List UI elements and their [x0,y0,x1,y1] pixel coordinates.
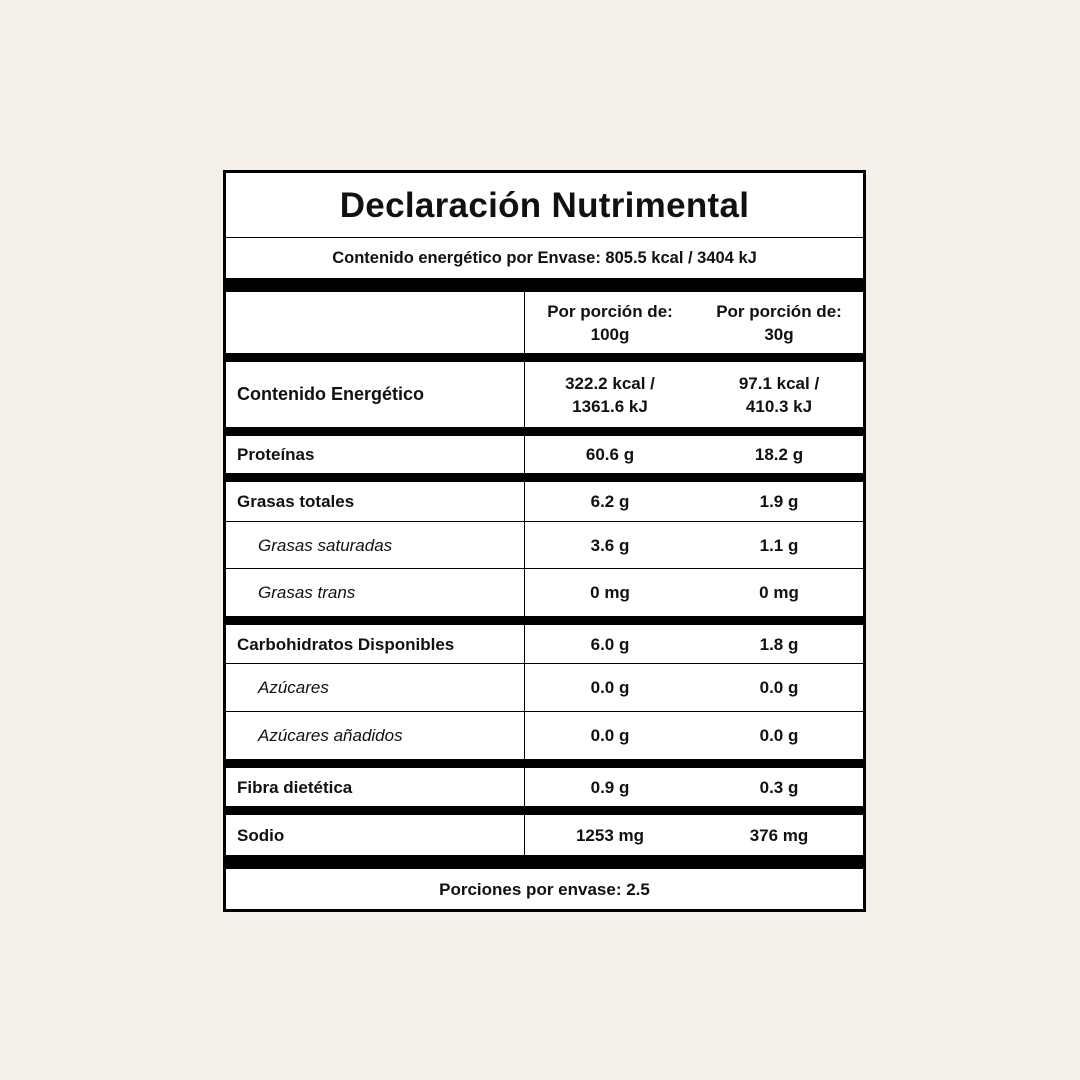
divider-thick [226,806,863,815]
column-header-30g [695,292,863,353]
energy-row-name: Contenido Energético [237,384,425,404]
row-saturated-fat-30g: 1.1 g [759,535,799,555]
column-divider [524,815,525,855]
energy-30g-kj: 410.3 kJ [745,396,813,416]
row-fiber-30g: 0.3 g [759,777,799,797]
row-added-sugars-100g: 0.0 g [590,726,630,745]
row-total-fat-100g: 6.2 g [590,492,630,511]
row-total-fat-30g: 1.9 g [759,492,799,511]
energy-row-30g [695,362,863,427]
row-sugars-100g: 0.0 g [590,678,630,697]
divider-thick [226,353,863,362]
column-header-100g-line2: 100g [590,324,630,344]
divider-thick [226,759,863,768]
row-sugars-30g: 0.0 g [759,678,799,697]
column-divider [524,768,525,806]
row-protein-30g: 18.2 g [754,445,804,464]
row-fiber-100g: 0.9 g [590,777,630,797]
column-divider [524,362,525,427]
row-trans-fat-name: Grasas trans [258,583,356,602]
energy-100g-kj: 1361.6 kJ [572,396,648,416]
energy-30g-kcal: 97.1 kcal / [738,373,820,393]
column-divider [524,292,525,353]
row-carbs-name: Carbohidratos Disponibles [237,634,455,654]
column-divider [524,436,525,473]
row-total-fat-name: Grasas totales [237,492,355,511]
divider-thick [226,427,863,436]
divider-thick [226,278,863,292]
energy-100g-kcal: 322.2 kcal / [565,373,655,393]
row-protein-100g: 60.6 g [585,445,635,464]
column-header-30g-line2: 30g [764,324,794,344]
energy-per-package: Contenido energético por Envase: 805.5 kcal / 3404 kJ [332,248,757,267]
row-trans-fat-100g: 0 mg [590,583,630,602]
divider-thick [226,473,863,482]
row-saturated-fat-name: Grasas saturadas [258,535,393,555]
row-fiber-name: Fibra dietética [237,777,353,797]
servings-per-package: Porciones por envase: 2.5 [439,879,650,899]
column-header-100g [525,292,695,353]
row-sodium-100g: 1253 mg [575,825,645,845]
column-header-30g-line1: Por porción de: [716,301,842,321]
row-added-sugars-name: Azúcares añadidos [258,726,403,745]
row-trans-fat-30g: 0 mg [759,583,799,602]
row-added-sugars-30g: 0.0 g [759,726,799,745]
row-protein-name: Proteínas [237,445,315,464]
row-carbs-30g: 1.8 g [759,634,799,654]
divider-thick [226,855,863,869]
row-sodium-name: Sodio [237,825,285,845]
row-sodium-30g: 376 mg [749,825,809,845]
nutrition-label [223,170,866,912]
label-title: Declaración Nutrimental [339,185,750,225]
row-carbs-100g: 6.0 g [590,634,630,654]
column-header-blank [226,292,524,353]
column-header-100g-line1: Por porción de: [547,301,673,321]
divider-thick [226,616,863,625]
energy-row-100g [525,362,695,427]
column-divider [524,482,525,616]
row-sugars-name: Azúcares [258,678,329,697]
row-saturated-fat-100g: 3.6 g [590,535,630,555]
column-divider [524,625,525,759]
